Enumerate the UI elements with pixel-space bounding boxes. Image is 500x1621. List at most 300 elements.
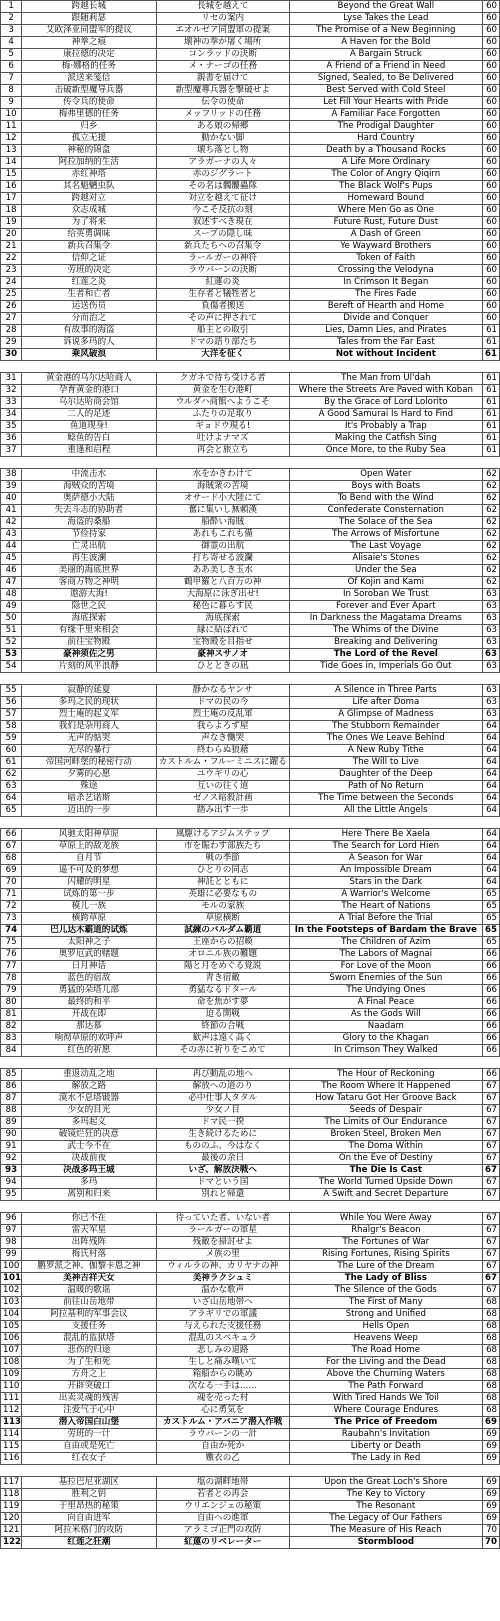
quest-number: 74 (1, 925, 22, 937)
quest-row (1, 997, 500, 1009)
quest-name-english: Broken Steel, Broken Men (289, 1129, 482, 1141)
quest-name-japanese: 船主との取引 (156, 325, 289, 337)
quest-level: 69 (482, 1513, 499, 1525)
quest-name-english: The Limits of Our Endurance (289, 1117, 482, 1129)
quest-level: 70 (482, 1537, 499, 1549)
quest-name-japanese: カストルム・アバニア潜入作戦 (156, 1417, 289, 1429)
quest-name-english: Breaking and Delivering (289, 637, 482, 649)
quest-number: 6 (1, 61, 22, 73)
quest-number: 15 (1, 169, 22, 181)
quest-name-english: Not without Incident (289, 349, 482, 361)
quest-name-japanese: メッフリッドの任務 (156, 109, 289, 121)
quest-name-japanese: 待っていた者、いない者 (156, 1213, 289, 1225)
quest-name-chinese: 雷天军星 (22, 1225, 156, 1237)
quest-level: 68 (482, 1357, 499, 1369)
quest-name-japanese: その赤に祈りをこめて (156, 1045, 289, 1057)
quest-level: 68 (482, 1393, 499, 1405)
quest-name-chinese: 巴儿达木霸道的试炼 (22, 925, 156, 937)
quest-number: 49 (1, 601, 22, 613)
quest-name-english: The Labors of Magnai (289, 949, 482, 961)
quest-row (1, 1093, 500, 1105)
quest-row (1, 1285, 500, 1297)
quest-number: 3 (1, 25, 22, 37)
quest-name-chinese: 注爱气于心中 (22, 1405, 156, 1417)
quest-level: 69 (482, 1453, 499, 1465)
quest-row (1, 1, 500, 13)
quest-name-japanese: 箱船からの眺め (156, 1369, 289, 1381)
quest-name-english: A Trial Before the Trial (289, 913, 482, 925)
quest-name-chinese: 分而治之 (22, 313, 156, 325)
quest-name-chinese: 悲伤的归途 (22, 1345, 156, 1357)
section-gap-cell (1, 457, 500, 469)
quest-row (1, 481, 500, 493)
quest-number: 21 (1, 241, 22, 253)
quest-name-english: Once More, to the Ruby Sea (289, 445, 482, 457)
quest-name-japanese: 縁に結ばれて (156, 625, 289, 637)
quest-level: 67 (482, 1273, 499, 1285)
quest-name-chinese: 支援任务 (22, 1321, 156, 1333)
quest-level: 62 (482, 505, 499, 517)
quest-name-chinese: 传令兵的使命 (22, 97, 156, 109)
quest-row (1, 37, 500, 49)
quest-name-japanese: 神託とともに (156, 877, 289, 889)
quest-level: 63 (482, 601, 499, 613)
quest-name-english: The Doma Within (289, 1141, 482, 1153)
quest-name-english: The Fires Fade (289, 289, 482, 301)
quest-name-english: A Good Samurai Is Hard to Find (289, 409, 482, 421)
quest-row (1, 661, 500, 673)
quest-row (1, 1069, 500, 1081)
quest-name-english: Signed, Sealed, to Be Delivered (289, 73, 482, 85)
quest-name-chinese: 向自由进军 (22, 1513, 156, 1525)
quest-number: 87 (1, 1093, 22, 1105)
quest-row (1, 241, 500, 253)
quest-name-chinese: 海贼众的苦境 (22, 481, 156, 493)
quest-level: 61 (482, 349, 499, 361)
quest-name-english: Under the Sea (289, 565, 482, 577)
quest-name-english: The Lady in Red (289, 1453, 482, 1465)
quest-name-chinese: 无声的惦哭 (22, 733, 156, 745)
quest-name-chinese: 响彻草原的欢呼声 (22, 1033, 156, 1045)
quest-name-japanese: 再会と旅立ち (156, 445, 289, 457)
quest-row (1, 877, 500, 889)
quest-name-english: The Measure of His Reach (289, 1525, 482, 1537)
quest-number: 64 (1, 793, 22, 805)
quest-level: 61 (482, 325, 499, 337)
quest-level: 66 (482, 973, 499, 985)
quest-name-japanese: 少女ノ目 (156, 1105, 289, 1117)
quest-number: 67 (1, 841, 22, 853)
quest-row (1, 829, 500, 841)
quest-name-chinese: 为了生和死 (22, 1357, 156, 1369)
quest-number: 43 (1, 529, 22, 541)
quest-name-english: Stormblood (289, 1537, 482, 1549)
quest-name-japanese: オロニル族の難題 (156, 949, 289, 961)
quest-row (1, 1141, 500, 1153)
quest-name-english: Homeward Bound (289, 193, 482, 205)
quest-name-chinese: 破镜烂狂的决意 (22, 1129, 156, 1141)
quest-name-chinese: 运送伤员 (22, 301, 156, 313)
quest-name-japanese: ウリエンジェの秘策 (156, 1501, 289, 1513)
quest-name-japanese: 嫐衣の乙 (156, 1453, 289, 1465)
quest-level: 65 (482, 901, 499, 913)
quest-name-japanese: ドマという国 (156, 1177, 289, 1189)
quest-number: 31 (1, 373, 22, 385)
quest-level: 67 (482, 1093, 499, 1105)
quest-name-english: A Silence in Three Parts (289, 685, 482, 697)
quest-level: 60 (482, 253, 499, 265)
quest-name-chinese: 试炼的第一步 (22, 889, 156, 901)
quest-name-chinese: 蓝色的宿敌 (22, 973, 156, 985)
quest-number: 116 (1, 1453, 22, 1465)
quest-row (1, 97, 500, 109)
quest-row (1, 433, 500, 445)
quest-name-english: Hells Open (289, 1321, 482, 1333)
quest-name-chinese: 前往宝物殿 (22, 637, 156, 649)
quest-level: 66 (482, 1021, 499, 1033)
quest-name-chinese: 闪耀的明星 (22, 877, 156, 889)
quest-name-chinese: 草原上的敌龙族 (22, 841, 156, 853)
quest-number: 89 (1, 1117, 22, 1129)
quest-row (1, 385, 500, 397)
quest-name-japanese: 必中仕事人タタル (156, 1093, 289, 1105)
quest-name-chinese: 再生波澜 (22, 553, 156, 565)
quest-row (1, 1441, 500, 1453)
quest-row-highlighted (1, 1417, 500, 1429)
quest-name-english: Naadam (289, 1021, 482, 1033)
quest-name-chinese: 信仰之证 (22, 253, 156, 265)
quest-row (1, 733, 500, 745)
quest-name-japanese: 魂を売った村 (156, 1393, 289, 1405)
quest-name-chinese: 跨越对立 (22, 193, 156, 205)
quest-number: 94 (1, 1177, 22, 1189)
quest-row (1, 697, 500, 709)
quest-number: 35 (1, 421, 22, 433)
section-gap-row (1, 361, 500, 373)
quest-name-english: The Lure of the Dream (289, 1261, 482, 1273)
quest-row (1, 721, 500, 733)
quest-name-english: In Soroban We Trust (289, 589, 482, 601)
quest-name-english: For the Living and the Dead (289, 1357, 482, 1369)
quest-name-japanese: 草原横断 (156, 913, 289, 925)
quest-name-chinese: 夕雾的心愿 (22, 769, 156, 781)
section-gap-cell (1, 1465, 500, 1477)
quest-level: 66 (482, 1033, 499, 1045)
quest-name-english: Bereft of Hearth and Home (289, 301, 482, 313)
quest-name-english: Stars in the Dark (289, 877, 482, 889)
quest-name-japanese: 負傷者搬送 (156, 301, 289, 313)
quest-number: 60 (1, 745, 22, 757)
quest-name-english: Forever and Ever Apart (289, 601, 482, 613)
quest-row (1, 25, 500, 37)
quest-name-japanese: 混乱のスペキュラ (156, 1333, 289, 1345)
quest-level: 60 (482, 37, 499, 49)
quest-name-japanese: 陽と月をめぐる覚説 (156, 961, 289, 973)
quest-row (1, 961, 500, 973)
quest-row (1, 1237, 500, 1249)
quest-name-english: The Key to Victory (289, 1489, 482, 1501)
quest-name-chinese: 给英勇调味 (22, 229, 156, 241)
quest-name-japanese: 終節の合戦 (156, 1021, 289, 1033)
quest-name-japanese: 対立を越えて征け (156, 193, 289, 205)
quest-name-english: Strong and Unified (289, 1309, 482, 1321)
quest-row (1, 985, 500, 997)
quest-name-english: In Crimson They Walked (289, 1045, 482, 1057)
quest-name-chinese: 孤立无援 (22, 133, 156, 145)
quest-name-chinese: 劳班的一计 (22, 1429, 156, 1441)
quest-name-japanese: ラウバーンの決断 (156, 265, 289, 277)
quest-level: 61 (482, 409, 499, 421)
quest-row (1, 217, 500, 229)
quest-name-chinese: 隐世之民 (22, 601, 156, 613)
quest-name-chinese: 开战在即 (22, 1009, 156, 1021)
quest-row (1, 109, 500, 121)
quest-name-english: Heavens Weep (289, 1333, 482, 1345)
quest-level: 67 (482, 1081, 499, 1093)
quest-name-english: In Darkness the Magatama Dreams (289, 613, 482, 625)
quest-name-japanese: ひとりの同志 (156, 865, 289, 877)
quest-name-english: As the Gods Will (289, 1009, 482, 1021)
quest-row (1, 301, 500, 313)
quest-name-japanese: メ・ナーゴの任務 (156, 61, 289, 73)
quest-level: 70 (482, 1525, 499, 1537)
quest-name-japanese: 鶴甲羅と八百万の神 (156, 577, 289, 589)
quest-row (1, 1333, 500, 1345)
quest-name-chinese: 漠水不息塔锻器 (22, 1093, 156, 1105)
quest-name-japanese: 英雄に必要なもの (156, 889, 289, 901)
quest-name-english: The Search for Lord Hien (289, 841, 482, 853)
quest-name-japanese: ドマの民の今 (156, 697, 289, 709)
quest-row (1, 865, 500, 877)
quest-number: 119 (1, 1501, 22, 1513)
quest-row (1, 73, 500, 85)
quest-name-japanese: 終わらぬ狼藉 (156, 745, 289, 757)
quest-number: 102 (1, 1285, 22, 1297)
quest-number: 82 (1, 1021, 22, 1033)
quest-level: 60 (482, 289, 499, 301)
quest-number: 30 (1, 349, 22, 361)
quest-name-chinese: 决战前夜 (22, 1153, 156, 1165)
quest-name-english: The Lord of the Revel (289, 649, 482, 661)
quest-name-chinese: 出卖灵魂的残害 (22, 1393, 156, 1405)
quest-row-highlighted (1, 1537, 500, 1549)
quest-name-chinese: 跟随莉瑟 (22, 13, 156, 25)
quest-name-chinese: 劳班的决定 (22, 265, 156, 277)
quest-number: 77 (1, 961, 22, 973)
quest-name-japanese: 残敵を掃討せよ (156, 1237, 289, 1249)
quest-name-japanese: 打ち寄せる波瀾 (156, 553, 289, 565)
quest-name-chinese: 自由或是死亡 (22, 1441, 156, 1453)
section-gap-cell (1, 673, 500, 685)
quest-name-english: A New Ruby Tithe (289, 745, 482, 757)
quest-row (1, 1105, 500, 1117)
quest-name-japanese: 長城を越えて (156, 1, 289, 13)
quest-number: 110 (1, 1381, 22, 1393)
quest-level: 61 (482, 373, 499, 385)
quest-level: 60 (482, 25, 499, 37)
quest-name-chinese: 黄金港的乌尔达哈商人 (22, 373, 156, 385)
quest-name-japanese: 自由への進軍 (156, 1513, 289, 1525)
quest-name-english: Alisaie's Stones (289, 553, 482, 565)
quest-name-chinese: 迈出的一步 (22, 805, 156, 817)
quest-name-japanese: 美神ラクシュミ (156, 1273, 289, 1285)
quest-name-japanese: 声なき慟哭 (156, 733, 289, 745)
quest-name-japanese: 御霊の出航 (156, 541, 289, 553)
quest-name-chinese: 离别和归来 (22, 1189, 156, 1201)
quest-row (1, 493, 500, 505)
quest-level: 64 (482, 781, 499, 793)
quest-name-japanese: 自由か死か (156, 1441, 289, 1453)
quest-level: 60 (482, 205, 499, 217)
quest-name-chinese: 节俭持家 (22, 529, 156, 541)
section-gap-cell (1, 1057, 500, 1069)
quest-level: 65 (482, 913, 499, 925)
quest-level: 60 (482, 277, 499, 289)
quest-name-japanese: モルの家族 (156, 901, 289, 913)
quest-name-japanese: オサード小大陸にて (156, 493, 289, 505)
quest-name-japanese: 生存者と犠牲者と (156, 289, 289, 301)
quest-number: 104 (1, 1309, 22, 1321)
quest-number: 91 (1, 1141, 22, 1153)
quest-name-chinese: 红色的祈愿 (22, 1045, 156, 1057)
quest-name-japanese: 生き続けるために (156, 1129, 289, 1141)
quest-name-english: Daughter of the Deep (289, 769, 482, 781)
quest-name-japanese: いざ、解放決戦へ (156, 1165, 289, 1177)
quest-name-chinese: 艾欧泽亚同盟军的提议 (22, 25, 156, 37)
quest-level: 60 (482, 181, 499, 193)
quest-level: 61 (482, 445, 499, 457)
quest-level: 63 (482, 637, 499, 649)
quest-name-japanese: 最後の余日 (156, 1153, 289, 1165)
quest-name-chinese: 跨越长城 (22, 1, 156, 13)
quest-number: 54 (1, 661, 22, 673)
quest-name-english: A Warrior's Welcome (289, 889, 482, 901)
quest-name-japanese: 烈士庵の反乱軍 (156, 709, 289, 721)
quest-level: 60 (482, 73, 499, 85)
quest-name-chinese: 众志成城 (22, 205, 156, 217)
quest-level: 67 (482, 1165, 499, 1177)
quest-number: 76 (1, 949, 22, 961)
quest-name-english: The Ones We Leave Behind (289, 733, 482, 745)
quest-row (1, 913, 500, 925)
quest-name-japanese: もののふ、今はなく (156, 1141, 289, 1153)
quest-number: 5 (1, 49, 22, 61)
quest-name-chinese: 武士今不在 (22, 1141, 156, 1153)
quest-name-japanese: 海賊衆の苦境 (156, 481, 289, 493)
quest-name-japanese: ウルダハ商館へようこそ (156, 397, 289, 409)
quest-level: 63 (482, 709, 499, 721)
quest-name-english: Crossing the Velodyna (289, 265, 482, 277)
quest-row (1, 1381, 500, 1393)
quest-name-japanese: スープの隠し味 (156, 229, 289, 241)
quest-name-japanese: 伝令の使命 (156, 97, 289, 109)
quest-level: 61 (482, 421, 499, 433)
quest-row (1, 313, 500, 325)
quest-row (1, 1297, 500, 1309)
quest-name-japanese: 再び動乱の地へ (156, 1069, 289, 1081)
quest-row (1, 193, 500, 205)
quest-name-english: While You Were Away (289, 1213, 482, 1225)
quest-name-english: The Path Forward (289, 1381, 482, 1393)
quest-number: 19 (1, 217, 22, 229)
quest-name-english: The Color of Angry Qiqirn (289, 169, 482, 181)
quest-row (1, 13, 500, 25)
quest-number: 78 (1, 973, 22, 985)
quest-level: 60 (482, 313, 499, 325)
quest-row (1, 685, 500, 697)
quest-number: 40 (1, 493, 22, 505)
quest-name-chinese: 日月神话 (22, 961, 156, 973)
quest-name-japanese: 船酔い海賊 (156, 517, 289, 529)
quest-number: 45 (1, 553, 22, 565)
quest-name-japanese: アラミゴ正門の攻防 (156, 1525, 289, 1537)
quest-row (1, 85, 500, 97)
quest-name-english: Ye Wayward Brothers (289, 241, 482, 253)
quest-number: 56 (1, 697, 22, 709)
quest-name-chinese: 神秘的锦盒 (22, 145, 156, 157)
quest-row-highlighted (1, 649, 500, 661)
quest-name-chinese: 片刻的风平浪静 (22, 661, 156, 673)
quest-row (1, 1045, 500, 1057)
quest-row (1, 1213, 500, 1225)
quest-level: 64 (482, 841, 499, 853)
quest-name-japanese: 黄金を生む港町 (156, 385, 289, 397)
quest-level: 62 (482, 577, 499, 589)
quest-name-japanese: 紅蓮の炎 (156, 277, 289, 289)
quest-row (1, 469, 500, 481)
quest-level: 60 (482, 229, 499, 241)
quest-name-chinese: 红莲之狂潮 (22, 1537, 156, 1549)
quest-level: 62 (482, 541, 499, 553)
quest-row (1, 1177, 500, 1189)
quest-name-english: Beyond the Great Wall (289, 1, 482, 13)
quest-name-english: Here There Be Xaela (289, 829, 482, 841)
quest-row (1, 745, 500, 757)
quest-number: 8 (1, 85, 22, 97)
quest-level: 60 (482, 13, 499, 25)
quest-row (1, 949, 500, 961)
quest-name-chinese: 奥罗厄武的赌题 (22, 949, 156, 961)
quest-level: 60 (482, 121, 499, 133)
quest-level: 67 (482, 1141, 499, 1153)
quest-level: 67 (482, 1237, 499, 1249)
quest-level: 68 (482, 1333, 499, 1345)
quest-level: 69 (482, 1417, 499, 1429)
quest-name-japanese: 青き宿敵 (156, 973, 289, 985)
quest-row (1, 1405, 500, 1417)
quest-name-japanese: 別れと帰還 (156, 1189, 289, 1201)
quest-number: 7 (1, 73, 22, 85)
quest-number: 63 (1, 781, 22, 793)
quest-name-japanese: 解放への道のり (156, 1081, 289, 1093)
quest-row (1, 1009, 500, 1021)
quest-level: 60 (482, 85, 499, 97)
quest-name-english: The Arrows of Misfortune (289, 529, 482, 541)
quest-row-highlighted (1, 1165, 500, 1177)
quest-number: 13 (1, 145, 22, 157)
quest-level: 63 (482, 697, 499, 709)
quest-number: 84 (1, 1045, 22, 1057)
quest-level: 67 (482, 1117, 499, 1129)
quest-level: 67 (482, 1213, 499, 1225)
quest-level: 63 (482, 589, 499, 601)
quest-level: 60 (482, 157, 499, 169)
quest-row (1, 601, 500, 613)
quest-name-chinese: 诉说多玛的人 (22, 337, 156, 349)
quest-name-japanese: 若者との再会 (156, 1489, 289, 1501)
quest-name-english: In the Footsteps of Bardam the Brave (289, 925, 482, 937)
quest-name-chinese: 出阵残阵 (22, 1237, 156, 1249)
